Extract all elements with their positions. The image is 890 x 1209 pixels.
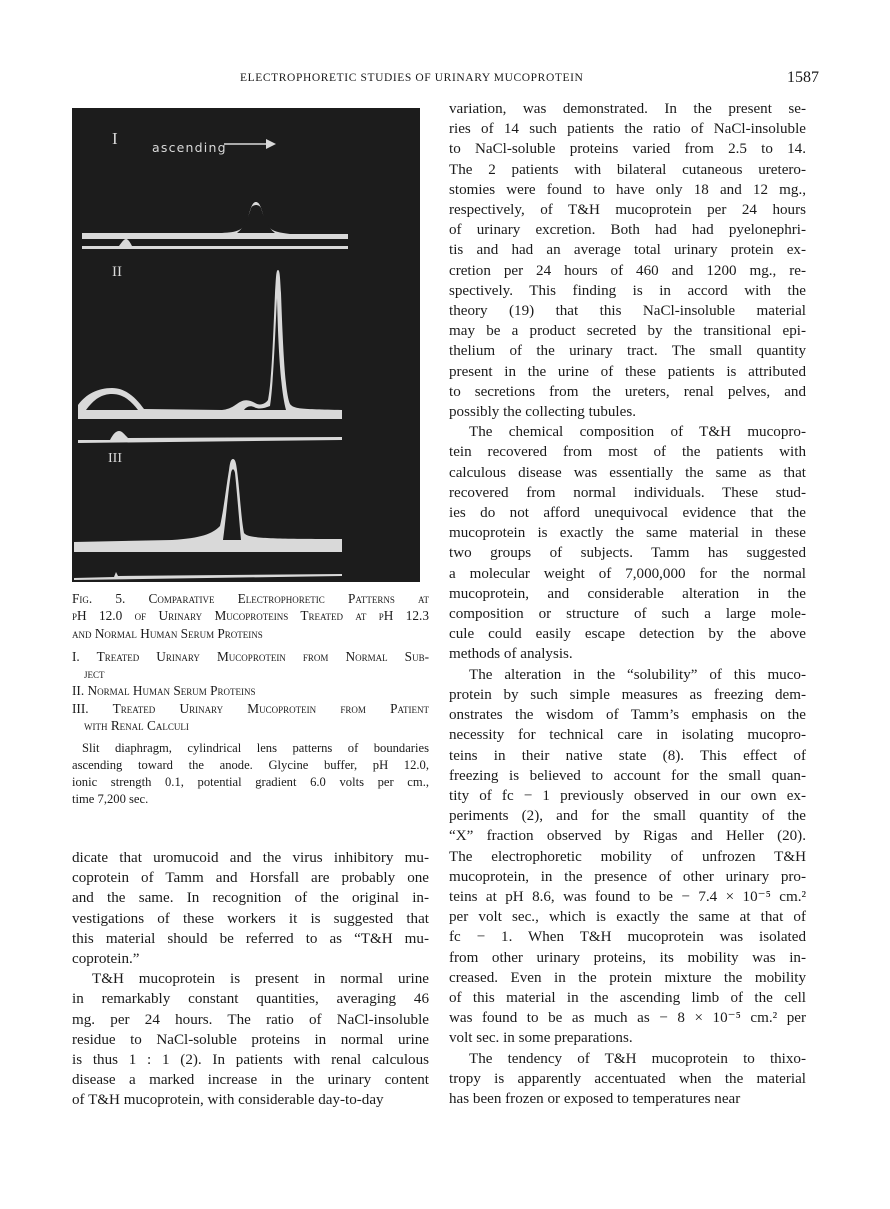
- text-line: respectively, of T&H mucoprotein per 24 hours: [449, 202, 806, 219]
- text-line: in remarkably constant quantities, averaging 46: [72, 991, 429, 1008]
- text-line: thelium of the urinary tract. The small quantity: [449, 343, 806, 360]
- text-line: residue to NaCl-soluble proteins in normal urine: [72, 1031, 429, 1048]
- svg-text:III: III: [108, 451, 122, 466]
- text-line: mg. per 24 hours. The ratio of NaCl-insoluble: [72, 1011, 429, 1028]
- caption-title: [72, 590, 429, 642]
- text-line: creased. Even in the protein mixture the mobility: [449, 969, 806, 986]
- text-line: “X” fraction observed by Rigas and Heller (20).: [449, 828, 806, 845]
- svg-text:I: I: [112, 129, 118, 148]
- text-line: methods of analysis.: [449, 646, 573, 663]
- text-line: teins in their native state (8). This effect of: [449, 747, 806, 764]
- left-column-body: [72, 848, 429, 1111]
- text-line: recovered from normal individuals. These stud-: [449, 484, 806, 501]
- legend-line: III. Treated Urinary Mucoprotein from Patient: [72, 700, 429, 716]
- text-line: cule could easily escape detection by the above: [449, 626, 806, 643]
- paragraph: [72, 969, 429, 1110]
- text-line: tein recovered from most of the patients with: [449, 444, 806, 461]
- legend-line: I. Treated Urinary Mucoprotein from Normal Sub-: [72, 648, 429, 664]
- text-line: and the same. In recognition of the original in-: [72, 890, 429, 907]
- text-line: theory (19) that this NaCl-insoluble material: [449, 303, 806, 320]
- text-line: to secretions from the ureters, renal pelves, and: [449, 383, 806, 400]
- caption-legend: [72, 648, 429, 734]
- text-line: ries of 14 such patients the ratio of NaCl-insoluble: [449, 121, 806, 138]
- caption-note-line: ascending toward the anode. Glycine buffer, pH 12.0,: [72, 758, 429, 773]
- caption-note-line: Slit diaphragm, cylindrical lens patterns of boundaries: [82, 741, 429, 756]
- text-line: two groups of subjects. Tamm has suggested: [449, 545, 806, 562]
- text-line: composition or structure of such a large mole-: [449, 606, 806, 623]
- text-line: vestigations of these workers it is suggested that: [72, 910, 429, 927]
- text-line: may be a product secreted by the transitional epi-: [449, 323, 806, 340]
- caption-title-line: and Normal Human Serum Proteins: [72, 625, 263, 641]
- text-line: coprotein of Tamm and Horsfall are probably one: [72, 870, 429, 887]
- text-line: necessity for technical care in isolating mucopro-: [449, 727, 806, 744]
- text-line: mucoprotein, and considerable alteration in the: [449, 585, 806, 602]
- text-line: coprotein.”: [72, 951, 140, 968]
- page-number: 1587: [787, 69, 819, 86]
- text-line: cretion per 24 hours of 460 and 1200 mg., re-: [449, 262, 806, 279]
- text-line: T&H mucoprotein is present in normal urine: [92, 971, 429, 988]
- text-line: periments (2), and for the small quantity of the: [449, 808, 806, 825]
- text-line: The 2 patients with bilateral cutaneous uretero-: [449, 161, 806, 178]
- paragraph: [449, 665, 806, 1049]
- text-line: to NaCl-soluble proteins varied from 2.5 to 14.: [449, 141, 806, 158]
- text-line: mucoprotein, in the presence of other urinary pro-: [449, 868, 806, 885]
- text-line: tis and had an average total urinary protein ex-: [449, 242, 806, 259]
- text-line: disease a marked increase in the urinary content: [72, 1072, 429, 1089]
- panel-label-II: [112, 264, 122, 280]
- panel-label-III: [108, 451, 122, 466]
- right-column-body: [449, 99, 806, 1109]
- text-line: teins at pH 8.6, was found to be − 7.4 × 10⁻⁵ cm.²: [449, 888, 806, 905]
- text-line: protein by such simple measures as freezing dem-: [449, 686, 806, 703]
- text-line: mucoprotein is exactly the same material in these: [449, 525, 806, 542]
- legend-item-I: [72, 648, 429, 683]
- text-line: calculous disease was essentially the same as that: [449, 464, 806, 481]
- text-line: of urinary excretion. Both had had pyelonephri-: [449, 222, 806, 239]
- text-line: this material should be referred to as “T&H mu-: [72, 930, 429, 947]
- text-line: ies do not afford unequivocal evidence that the: [449, 505, 806, 522]
- paragraph: [449, 99, 806, 422]
- text-line: was found to be as much as − 8 × 10⁻⁵ cm.² per: [449, 1010, 806, 1027]
- text-line: volt sec. in some preparations.: [449, 1030, 633, 1047]
- paragraph: [449, 422, 806, 664]
- legend-line: II. Normal Human Serum Proteins: [72, 683, 256, 699]
- text-line: from other urinary proteins, its mobility was in-: [449, 949, 806, 966]
- caption-notes: [72, 740, 429, 808]
- legend-line: with Renal Calculi: [84, 718, 189, 734]
- caption-note-line: ionic strength 0.1, potential gradient 6.0 volts per cm.,: [72, 775, 429, 790]
- figure-caption: [72, 590, 429, 808]
- text-line: is thus 1 : 1 (2). In patients with renal calculous: [72, 1052, 429, 1069]
- legend-item-III: [72, 700, 429, 735]
- text-line: The electrophoretic mobility of unfrozen T&H: [449, 848, 806, 865]
- text-line: dicate that uromucoid and the virus inhibitory mu-: [72, 850, 429, 866]
- text-line: freezing is believed to account for the small quan-: [449, 767, 806, 784]
- text-line: per volt sec., which is exactly the same at that of: [449, 909, 806, 926]
- text-line: variation, was demonstrated. In the present se-: [449, 101, 806, 117]
- caption-title-line: Fig. 5. Comparative Electrophoretic Patterns at: [72, 591, 429, 606]
- svg-text:II: II: [112, 264, 122, 280]
- text-line: of T&H mucoprotein, with considerable day-to-day: [72, 1092, 384, 1109]
- text-line: of this material in the ascending limb of the cell: [449, 989, 806, 1006]
- text-line: fc − 1. When T&H mucoprotein was isolated: [449, 929, 806, 946]
- text-line: spectively. This finding is in accord with the: [449, 282, 806, 299]
- caption-note-line: time 7,200 sec.: [72, 792, 149, 807]
- svg-text:ascending: ascending: [152, 140, 227, 155]
- text-line: The tendency of T&H mucoprotein to thixo-: [469, 1050, 806, 1067]
- text-line: a molecular weight of 7,000,000 for the normal: [449, 565, 806, 582]
- figure-electrophoretic-patterns: [72, 108, 420, 582]
- paragraph: [72, 848, 429, 969]
- running-head: [0, 70, 890, 90]
- text-line: The chemical composition of T&H mucopro-: [469, 424, 806, 441]
- panel-label-I: [112, 129, 118, 148]
- paragraph: [449, 1049, 806, 1110]
- legend-item-II: [72, 682, 429, 699]
- text-line: possibly the collecting tubules.: [449, 404, 636, 421]
- text-line: tity of fc − 1 previously observed in our own ex-: [449, 787, 806, 804]
- text-line: onstrates the wisdom of Tamm’s emphasis on the: [449, 707, 806, 724]
- text-line: The alteration in the “solubility” of this muco-: [469, 666, 806, 683]
- text-line: present in the urine of these patients is attributed: [449, 363, 806, 380]
- caption-title-line: pH 12.0 of Urinary Mucoproteins Treated at pH 12.3: [72, 608, 429, 624]
- text-line: has been frozen or exposed to temperatures near: [449, 1090, 741, 1107]
- text-line: tropy is apparently accentuated when the material: [449, 1070, 806, 1087]
- legend-line: ject: [84, 666, 105, 682]
- ascending-direction-label: [152, 140, 227, 155]
- text-line: stomies were found to have only 18 and 12 mg.,: [449, 181, 806, 198]
- running-title: ELECTROPHORETIC STUDIES OF URINARY MUCOPROTEIN: [240, 72, 584, 84]
